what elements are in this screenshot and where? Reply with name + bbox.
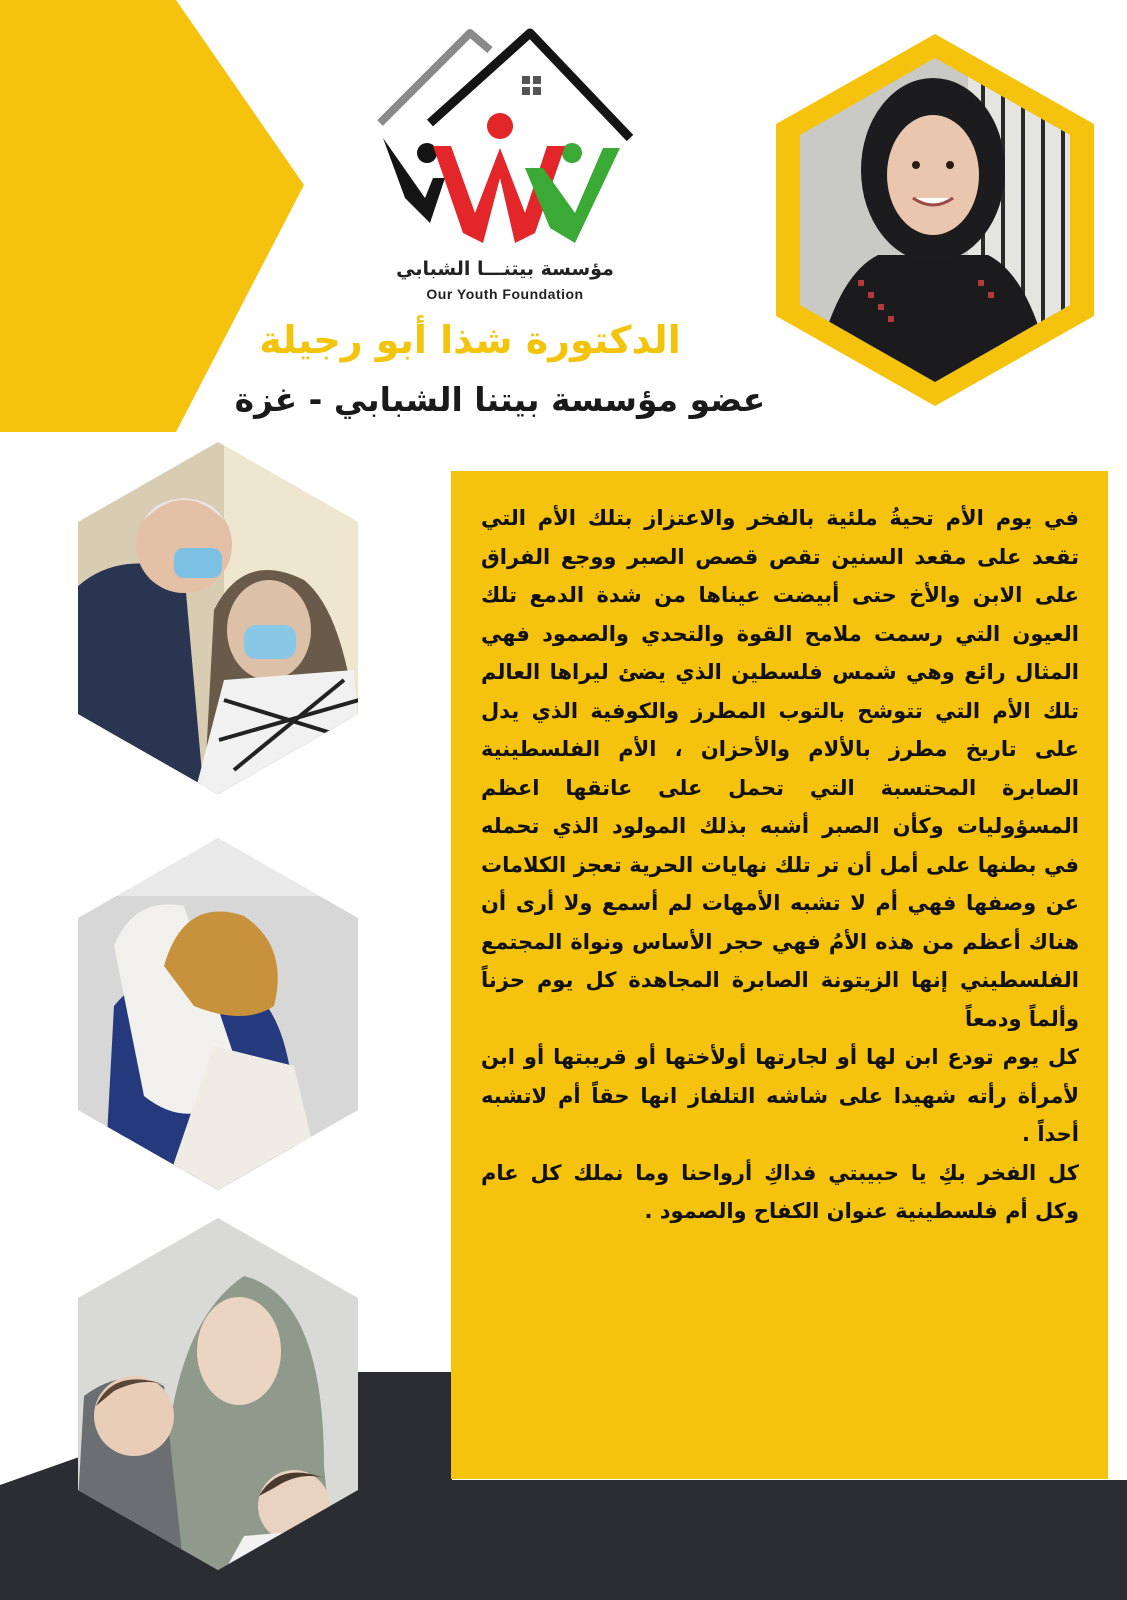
brand-name-arabic: مؤسسة بيتنـــا الشبابي bbox=[396, 258, 614, 280]
article-box bbox=[451, 471, 1108, 1479]
article-body bbox=[481, 499, 1079, 1231]
mother-with-children-illustration bbox=[74, 1216, 362, 1572]
elder-man-embracing-woman-photo bbox=[74, 440, 362, 796]
article-paragraph-1: في يوم الأم تحيةُ ملئية بالفخر والاعتزاز بتلك الأم التي تقعد على مقعد السنين تقص قصص الصبر ووجع الفراق على الابن والأخ حتى أبيضت عيناها من شدة الدمع تلك العيون التي رسمت ملامح القوة والتحدي والصمود فهي المثال رائع وهي شمس فلسطين الذي يضئ ليراها العالم تلك الأم التي تتوشح بالتوب المطرز والكوفية الذي يدل على تاريخ مطرز بالألام والأحزان ، الأم الفلسطينية الصابرة المحتسبة التي تحمل على عاتقها اعظم المسؤوليات وكأن الصبر أشبه بذلك المولود الذي تحمله في بطنها على أمل أن تر تلك نهايات الحرية تعجز الكلامات عن وصفها فهي أم لا تشبه الأمهات لم أسمع ولا أرى أن هناك أعظم من هذه الأمُ فهي حجر الأساس ونواة المجتمع الفلسطيني إنها الزيتونة الصابرة المجاهدة كل يوم حزناً وألماً ودمعاً bbox=[481, 506, 1079, 1031]
portrait-photo bbox=[768, 30, 1102, 410]
person-subtitle: عضو مؤسسة بيتنا الشبابي - غزة bbox=[234, 380, 766, 419]
top-left-yellow-shape bbox=[0, 0, 304, 432]
brand-name-english: Our Youth Foundation bbox=[426, 286, 584, 302]
article-paragraph-2: كل يوم تودع ابن لها أو لجارتها أولأختها أو قريبتها أو ابن لأمرأة رأته شهيدا على شاشه التلفاز انها حقاً أم لاتشبه أحداً . bbox=[481, 1045, 1079, 1146]
grieving-mother-photo bbox=[74, 836, 362, 1192]
person-name: الدكتورة شذا أبو رجيلة bbox=[259, 318, 681, 362]
article-paragraph-3: كل الفخر بكِ يا حبيبتي فداكِ أرواحنا وما نملك كل عام وكل أم فلسطينية عنوان الكفاح والصمود . bbox=[481, 1160, 1079, 1223]
